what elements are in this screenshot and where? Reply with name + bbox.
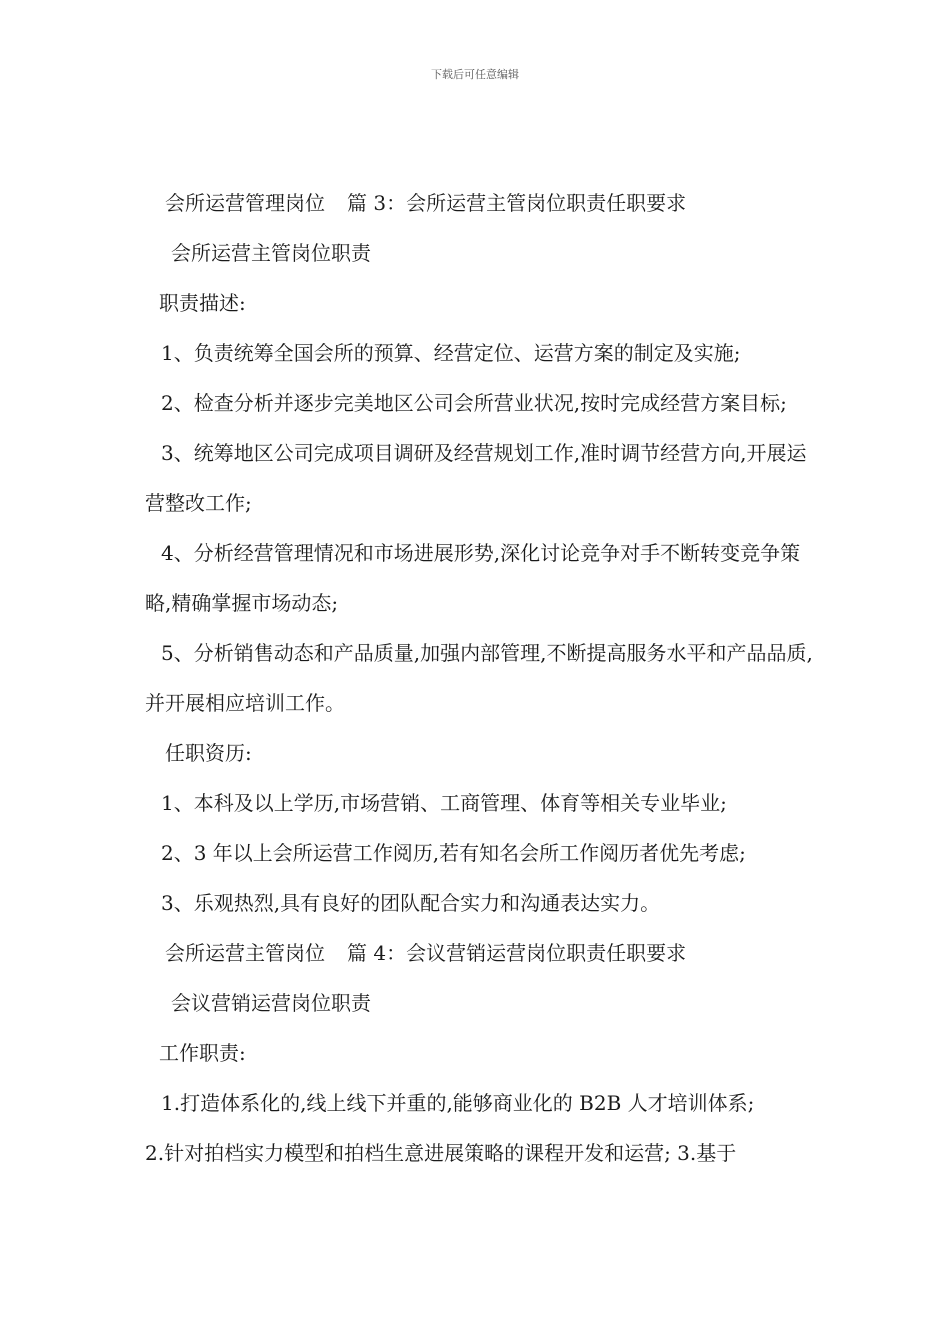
heading-left: 会所运营管理岗位 bbox=[165, 191, 325, 215]
heading-left: 会所运营主管岗位 bbox=[165, 941, 325, 965]
list-item: 4、分析经营管理情况和市场进展形势,深化讨论竞争对手不断转变竞争策略,精确掌握市场动态; bbox=[145, 541, 801, 615]
list-item: 3、乐观热烈,具有良好的团队配合实力和沟通表达实力。 bbox=[161, 891, 661, 915]
list-item: 1、负责统筹全国会所的预算、经营定位、运营方案的制定及实施; bbox=[161, 341, 741, 365]
list-item: 2、3 年以上会所运营工作阅历,若有知名会所工作阅历者优先考虑; bbox=[161, 841, 746, 865]
label-duties: 职责描述: bbox=[159, 291, 246, 315]
section-heading bbox=[145, 178, 813, 228]
section-heading bbox=[145, 928, 813, 978]
list-item: 5、分析销售动态和产品质量,加强内部管理,不断提高服务水平和产品品质,并开展相应培训工作。 bbox=[145, 641, 813, 715]
list-item: 1、本科及以上学历,市场营销、工商管理、体育等相关专业毕业; bbox=[161, 791, 727, 815]
heading-right: 篇 3：会所运营主管岗位职责任职要求 bbox=[347, 191, 687, 215]
list-item: 2、检查分析并逐步完美地区公司会所营业状况,按时完成经营方案目标; bbox=[161, 391, 787, 415]
heading-right: 篇 4：会议营销运营岗位职责任职要求 bbox=[347, 941, 687, 965]
subheading: 会议营销运营岗位职责 bbox=[171, 991, 371, 1015]
subheading: 会所运营主管岗位职责 bbox=[171, 241, 371, 265]
document-body bbox=[145, 178, 813, 1178]
label-qualifications: 任职资历: bbox=[165, 741, 252, 765]
list-item: 2.针对拍档实力模型和拍档生意进展策略的课程开发和运营; 3.基于 bbox=[145, 1141, 737, 1165]
page-header: 下载后可任意编辑 bbox=[431, 68, 519, 81]
label-work-duties: 工作职责: bbox=[159, 1041, 246, 1065]
list-item: 3、统筹地区公司完成项目调研及经营规划工作,准时调节经营方向,开展运营整改工作; bbox=[145, 441, 807, 515]
list-item: 1.打造体系化的,线上线下并重的,能够商业化的 B2B 人才培训体系; bbox=[161, 1091, 755, 1115]
